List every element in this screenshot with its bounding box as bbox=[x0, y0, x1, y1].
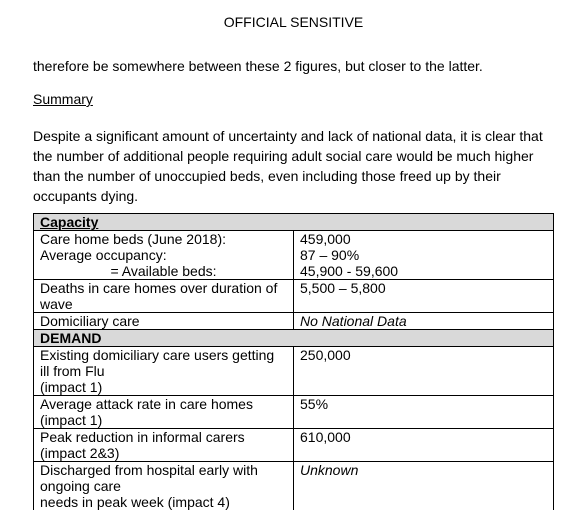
table-cell: 55% bbox=[294, 396, 554, 429]
paragraph-continuation: therefore be somewhere between these 2 figures, but closer to the latter. bbox=[33, 58, 483, 74]
summary-paragraph bbox=[33, 126, 568, 206]
capacity-section-row bbox=[34, 214, 554, 231]
page-header: OFFICIAL SENSITIVE bbox=[0, 14, 587, 30]
summary-line: Despite a significant amount of uncertainty and lack of national data, it is clear that bbox=[33, 126, 568, 146]
table-cell: Discharged from hospital early with ongoing care needs in peak week (impact 4) bbox=[34, 462, 294, 510]
capacity-section-label: Capacity bbox=[34, 214, 554, 231]
table-cell: 250,000 bbox=[294, 347, 554, 396]
table-cell: 5,500 – 5,800 bbox=[294, 280, 554, 313]
table-cell: 610,000 bbox=[294, 429, 554, 462]
table-cell: No National Data bbox=[294, 313, 554, 330]
capacity-labels-cell: Care home beds (June 2018): Average occupancy: = Available beds: bbox=[34, 231, 294, 280]
table-cell: Peak reduction in informal carers (impact 2&3) bbox=[34, 429, 294, 462]
summary-line: than the number of unoccupied beds, even including those freed up by their bbox=[33, 166, 568, 186]
table-row bbox=[34, 396, 554, 429]
table-row bbox=[34, 231, 554, 280]
table-cell: Deaths in care homes over duration of wave bbox=[34, 280, 294, 313]
capacity-values-cell: 459,000 87 – 90% 45,900 - 59,600 bbox=[294, 231, 554, 280]
table-cell: Unknown bbox=[294, 462, 554, 510]
table-row bbox=[34, 280, 554, 313]
table-cell: Domiciliary care bbox=[34, 313, 294, 330]
summary-line: the number of additional people requiring adult social care would be much higher bbox=[33, 146, 568, 166]
summary-line: occupants dying. bbox=[33, 186, 568, 206]
table-cell: Average attack rate in care homes (impact 1) bbox=[34, 396, 294, 429]
demand-section-row bbox=[34, 330, 554, 347]
table-row bbox=[34, 462, 554, 510]
table-cell: Existing domiciliary care users getting ill from Flu (impact 1) bbox=[34, 347, 294, 396]
table-row bbox=[34, 313, 554, 330]
capacity-demand-table bbox=[33, 213, 554, 510]
summary-heading: Summary bbox=[33, 91, 93, 107]
table-row bbox=[34, 429, 554, 462]
demand-section-label: DEMAND bbox=[34, 330, 554, 347]
table-row bbox=[34, 347, 554, 396]
